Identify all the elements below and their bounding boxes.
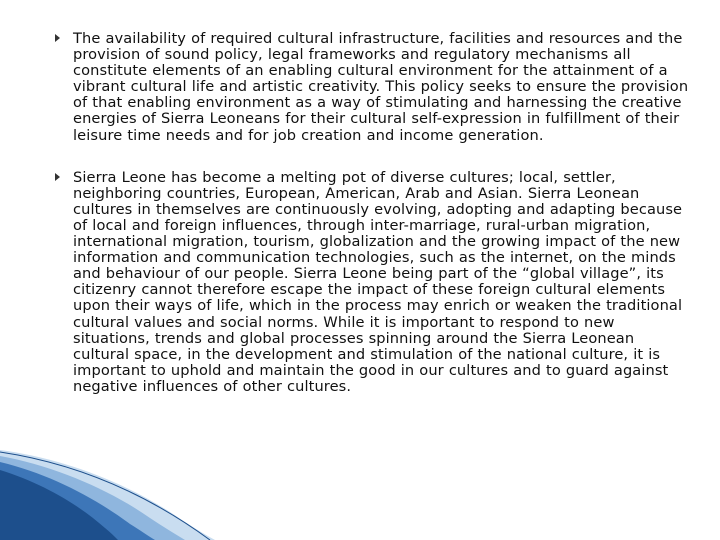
bullet-list [55, 31, 695, 395]
bullet-text: The availability of required cultural infrastructure, facilities and resources and the provision of sound policy, legal frameworks and regulatory mechanisms all constitute elements of an enabling cultural environment for the attainment of a vibrant cultural life and artistic creativity. This policy seeks to ensure the provision of that enabling environment as a way of stimulating and harnessing the creative energies of Sierra Leoneans for their cultural self-expression in fulfillment of their leisure time needs and for job creation and income generation. [73, 30, 689, 144]
triangle-bullet-icon [55, 173, 60, 181]
triangle-bullet-icon [55, 34, 60, 42]
bullet-item-infrastructure [55, 31, 695, 144]
blue-swoosh-icon [0, 450, 720, 540]
bullet-text: Sierra Leone has become a melting pot of diverse cultures; local, settler, neighboring countries, European, American, Arab and Asian. Sierra Leonean cultures in themselves are continuously evolving, adopting and adapting because of local and foreign influences, through inter-marriage, rural-urban migration, international migration, tourism, globalization and the growing impact of the new information and communication technologies, such as the internet, on the minds and behaviour of our people. Sierra Leone being part of the “global village”, its citizenry cannot therefore escape the impact of these foreign cultural elements upon their ways of life, which in the process may enrich or weaken the traditional cultural values and social norms. While it is important to respond to new situations, trends and global processes spinning around the Sierra Leonean cultural space, in the development and stimulation of the national culture, it is important to uphold and maintain the good in our cultures and to guard against negative influences of other cultures. [73, 168, 683, 395]
bullet-item-melting-pot [55, 170, 695, 395]
